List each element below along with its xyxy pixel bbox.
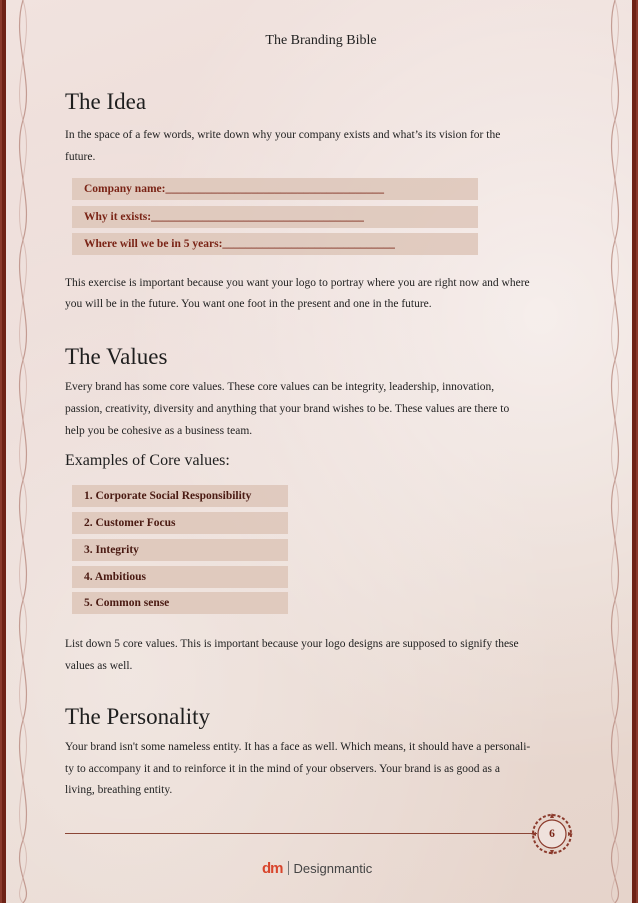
- running-header: The Branding Bible: [265, 33, 377, 48]
- right-border-bar: [632, 0, 636, 903]
- left-ornament-icon: [8, 0, 38, 903]
- idea-heading: The Idea: [65, 89, 147, 114]
- logo-text: Designmantic: [293, 860, 373, 876]
- core-value-item: 3. Integrity: [72, 539, 288, 561]
- core-value-item: 4. Ambitious: [72, 566, 288, 588]
- personality-line-2: ty to accompany it and to reinforce it in the mind of your observers. Your brand is as good as a: [65, 763, 500, 775]
- personality-line-3: living, breathing entity.: [65, 784, 173, 796]
- designmantic-logo: [262, 859, 372, 877]
- values-note-line-1: List down 5 core values. This is important because your logo designs are supposed to signify these: [65, 638, 519, 650]
- left-border-bar: [2, 0, 6, 903]
- why-it-exists-field[interactable]: Why it exists:_____________________________________: [72, 206, 478, 228]
- idea-note-line-1: This exercise is important because you want your logo to portray where you are right now and where: [65, 277, 530, 289]
- values-intro-line-2: passion, creativity, diversity and anything that your brand wishes to be. These values are there to: [65, 403, 510, 415]
- values-intro-line-3: help you be cohesive as a business team.: [65, 425, 253, 437]
- core-values-subheading: Examples of Core values:: [65, 452, 230, 469]
- page-number: 6: [549, 828, 555, 840]
- idea-note-line-2: you will be in the future. You want one foot in the present and one in the future.: [65, 298, 432, 310]
- footer-rule: [65, 833, 537, 834]
- logo-mark: dm: [262, 859, 283, 877]
- personality-heading: The Personality: [65, 704, 210, 729]
- values-intro-line-1: Every brand has some core values. These core values can be integrity, leadership, innovation,: [65, 381, 495, 393]
- right-ornament-icon: [600, 0, 630, 903]
- five-years-field[interactable]: Where will we be in 5 years:______________________________: [72, 233, 478, 255]
- idea-intro-line-1: In the space of a few words, write down why your company exists and what’s its vision for the: [65, 129, 501, 141]
- company-name-field[interactable]: Company name:______________________________________: [72, 178, 478, 200]
- core-value-item: 5. Common sense: [72, 592, 288, 614]
- core-value-item: 1. Corporate Social Responsibility: [72, 485, 288, 507]
- idea-intro-line-2: future.: [65, 151, 96, 163]
- core-value-item: 2. Customer Focus: [72, 512, 288, 534]
- personality-line-1: Your brand isn't some nameless entity. It has a face as well. Which means, it should have a personali-: [65, 741, 531, 753]
- values-note-line-2: values as well.: [65, 660, 133, 672]
- values-heading: The Values: [65, 344, 168, 369]
- logo-separator: [288, 861, 289, 875]
